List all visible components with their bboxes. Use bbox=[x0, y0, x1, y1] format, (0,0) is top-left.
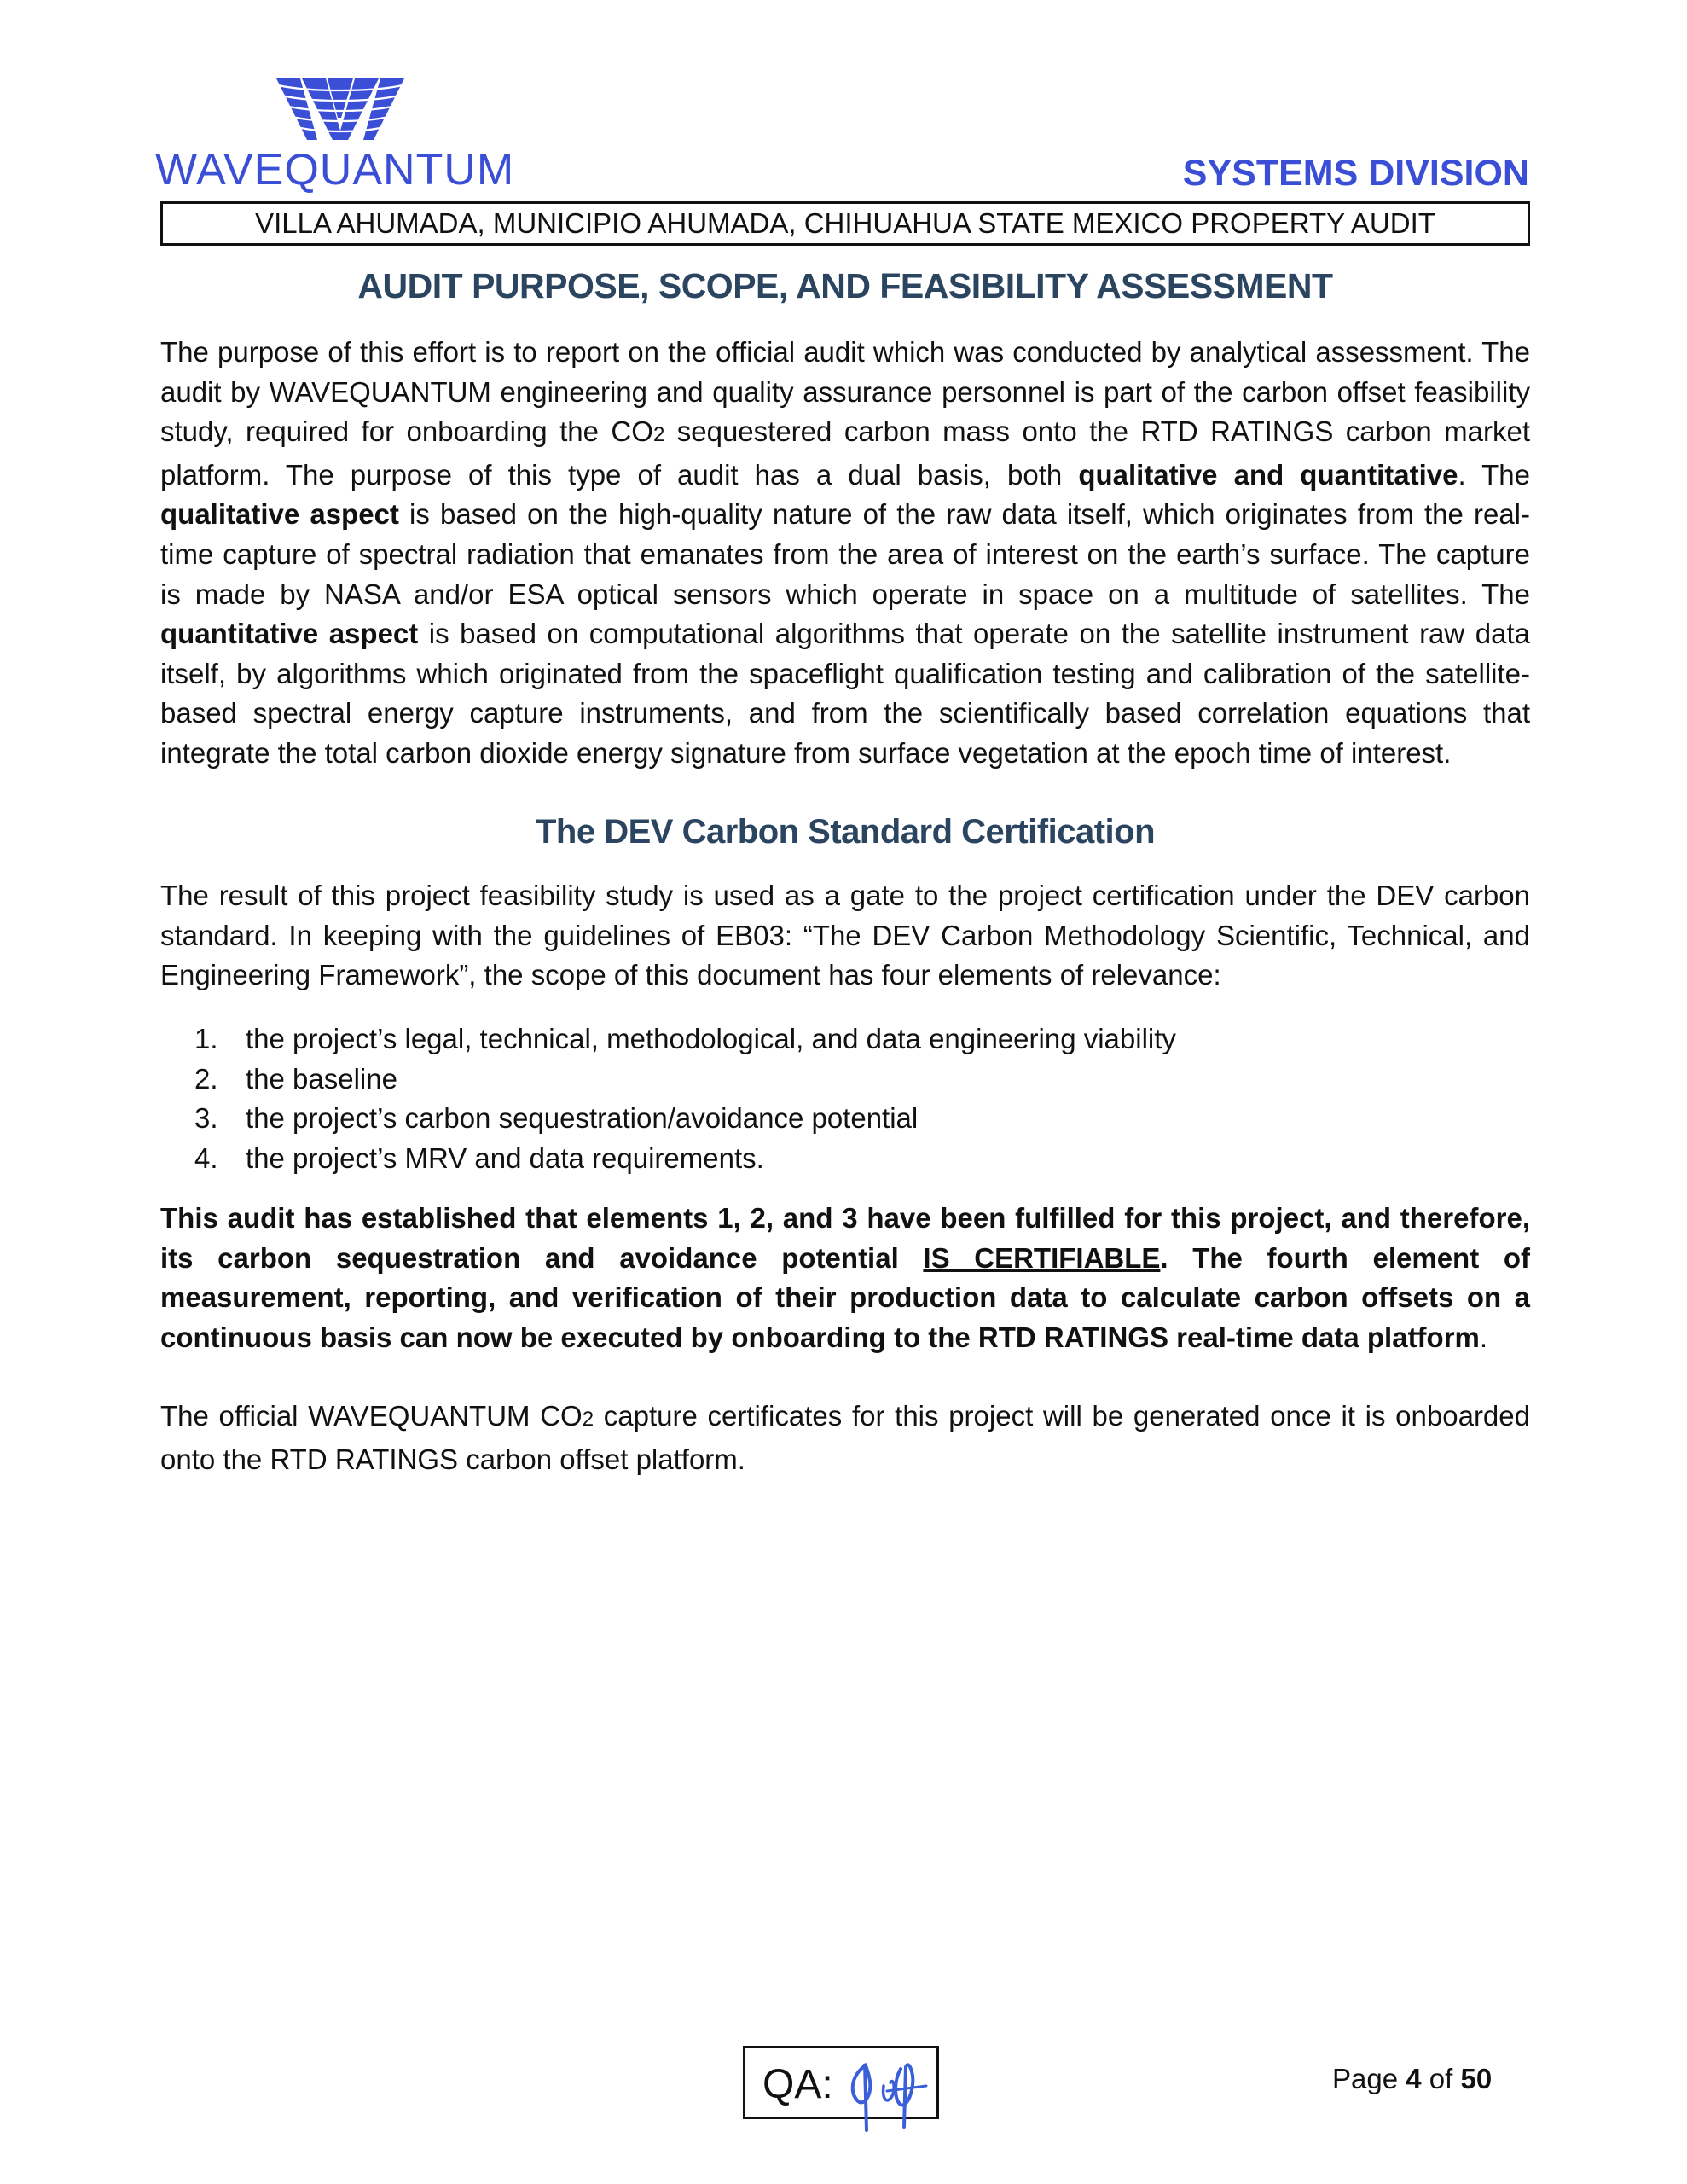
bold-run: qualitative aspect bbox=[160, 498, 399, 531]
page-total: 50 bbox=[1460, 2063, 1493, 2094]
qa-label: QA: bbox=[762, 2062, 833, 2107]
certifiable-emphasis: IS CERTIFIABLE bbox=[923, 1241, 1161, 1274]
list-text: the project’s MRV and data requirements. bbox=[246, 1141, 764, 1174]
division-title: SYSTEMS DIVISION bbox=[1182, 153, 1529, 194]
text-run: . bbox=[1479, 1321, 1488, 1353]
list-item bbox=[194, 1099, 1176, 1139]
text-run: sequestered carbon mass onto the RTD RATINGS carbon market platform. The purpose of this type of audit has a dual basis, both bbox=[160, 415, 1530, 491]
list-number: 2. bbox=[194, 1062, 218, 1095]
page-current: 4 bbox=[1406, 2063, 1422, 2094]
list-item bbox=[194, 1139, 1176, 1179]
list-item bbox=[194, 1060, 1176, 1100]
logo-wordmark: WAVEQUANTUM bbox=[155, 145, 515, 195]
wavequantum-logo bbox=[155, 73, 530, 193]
list-number: 1. bbox=[194, 1023, 218, 1054]
text-run: The official WAVEQUANTUM CO bbox=[160, 1400, 583, 1432]
list-text: the project’s legal, technical, methodological, and data engineering viability bbox=[246, 1023, 1176, 1054]
page-of: of bbox=[1421, 2063, 1461, 2094]
scope-elements-list bbox=[194, 1019, 1176, 1178]
text-run: . The bbox=[1458, 458, 1530, 491]
qa-signature-box bbox=[743, 2046, 939, 2119]
list-item bbox=[194, 1019, 1176, 1060]
text-run: is based on computational algorithms that operate on the satellite instrument raw data itself, by algorithms which originated from the spaceflight qualification testing and calibration of the satellite-based spectral energy capture instruments, and from the scientifically based correlation equations that integrate the total carbon dioxide energy signature from surface vegetation at the epoch time of interest. bbox=[160, 618, 1530, 769]
section-heading-dev-certification: The DEV Carbon Standard Certification bbox=[535, 813, 1156, 851]
bold-run: quantitative aspect bbox=[160, 618, 419, 650]
list-number: 3. bbox=[194, 1102, 218, 1135]
paragraph-audit-purpose bbox=[160, 333, 1530, 774]
subscript-2: 2 bbox=[652, 423, 665, 447]
paragraph-certification-statement bbox=[160, 1199, 1530, 1357]
text-run: The purpose of this effort is to report on the official audit which was conducted by analytical assessment. The audit by WAVEQUANTUM engineering and quality assurance personnel is part of the carbon offset feasibility study, required for onboarding the CO bbox=[160, 336, 1530, 448]
text-run: is based on the high-quality nature of the raw data itself, which originates from the real-time capture of spectral radiation that emanates from the area of interest on the earth’s surface. The capture is made by NASA and/or ESA optical sensors which operate in space on a multitude of satellites. The bbox=[160, 498, 1530, 610]
text-run: capture certificates for this project will be generated once it is onboarded onto the RTD RATINGS carbon offset platform. bbox=[160, 1400, 1530, 1475]
subscript-2: 2 bbox=[582, 1408, 594, 1431]
text-run: This audit has established that elements 1, 2, and 3 have been fulfilled for this project, and therefore, its carbon sequestration and avoidance potential bbox=[160, 1202, 1530, 1274]
audit-title: VILLA AHUMADA, MUNICIPIO AHUMADA, CHIHUAHUA STATE MEXICO PROPERTY AUDIT bbox=[255, 207, 1435, 239]
wave-w-logo-icon bbox=[276, 73, 404, 145]
text-run: . The fourth element of measurement, reporting, and verification of their production data to calculate carbon offsets on a continuous basis can now be executed by onboarding to the RTD RATINGS real-time data platform bbox=[160, 1241, 1531, 1353]
list-number: 4. bbox=[194, 1141, 218, 1174]
section-heading-audit-purpose: AUDIT PURPOSE, SCOPE, AND FEASIBILITY ASSESSMENT bbox=[357, 266, 1333, 305]
page-number bbox=[1332, 2063, 1492, 2095]
paragraph-feasibility-result: The result of this project feasibility study is used as a gate to the project certification under the DEV carbon standard. In keeping with the guidelines of EB03: “The DEV Carbon Methodology Scientific, Technical, and Engineering Framework”, the scope of this document has four elements of relevance: bbox=[160, 880, 1530, 991]
page-word: Page bbox=[1332, 2063, 1406, 2094]
list-text: the baseline bbox=[246, 1062, 397, 1095]
qa-signature-icon bbox=[839, 2052, 933, 2134]
list-text: the project’s carbon sequestration/avoidance potential bbox=[246, 1102, 919, 1135]
bold-run: qualitative and quantitative bbox=[1078, 458, 1458, 491]
audit-title-box bbox=[160, 201, 1530, 246]
paragraph-certificates-note bbox=[160, 1397, 1530, 1479]
